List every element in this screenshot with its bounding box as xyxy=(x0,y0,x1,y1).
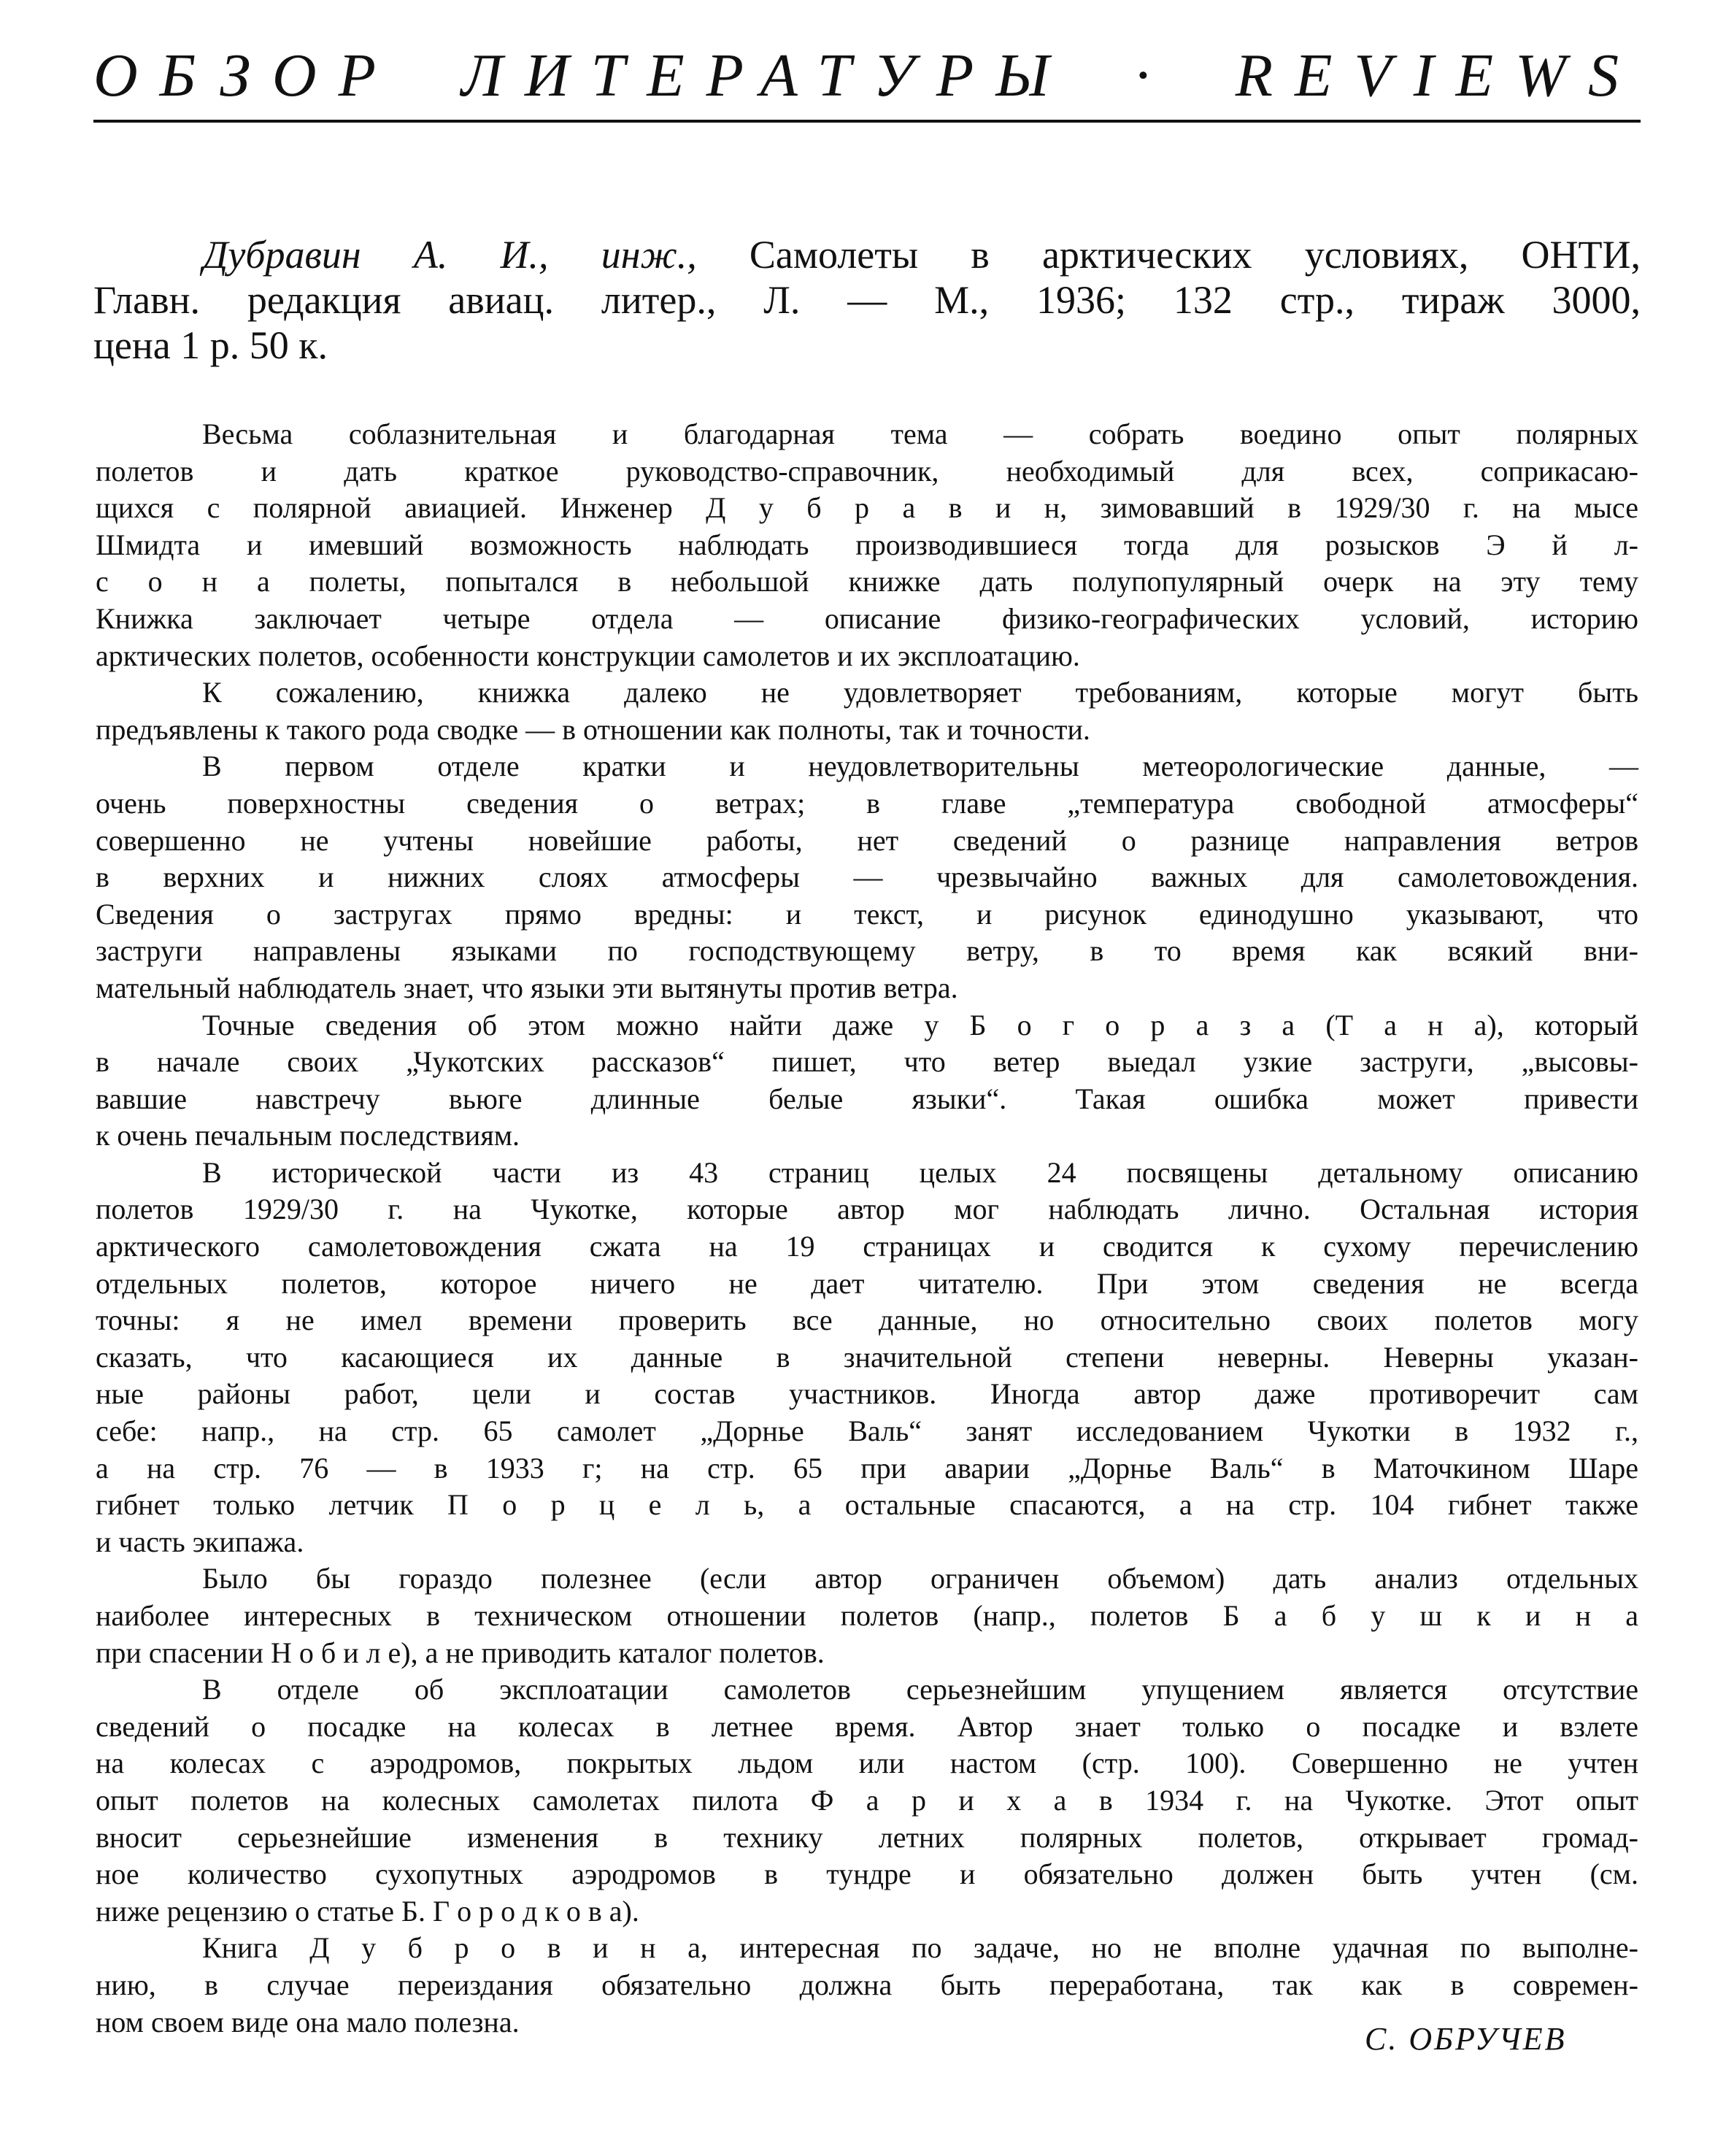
text-line: очень поверхностны сведения о ветрах; в главе „температура свободной атмосферы“ xyxy=(96,786,1638,820)
text-line: арктического самолетовождения сжата на 19 страницах и сводится к сухому перечислению xyxy=(96,1230,1638,1263)
text-line: опыт полетов на колесных самолетах пилота Ф а р и х а в 1934 г. на Чукотке. Этот опыт xyxy=(96,1783,1638,1817)
citation-line: Главн. редакция авиац. литер., Л. — М., 1936; 132 стр., тираж 3000, xyxy=(93,278,1641,322)
text-line: полетов 1929/30 г. на Чукотке, которые автор мог наблюдать лично. Остальная история xyxy=(96,1193,1638,1226)
text-line: в начале своих „Чукотских рассказов“ пишет, что ветер выедал узкие заструги, „высовы- xyxy=(96,1045,1638,1079)
paragraph xyxy=(96,748,1638,1006)
paragraph xyxy=(96,416,1638,674)
text-line: Было бы гораздо полезнее (если автор ограничен объемом) дать анализ отдельных xyxy=(202,1562,1638,1595)
text-line: Точные сведения об этом можно найти даже у Б о г о р а з а (Т а н а), который xyxy=(202,1008,1638,1042)
text-line: щихся с полярной авиацией. Инженер Д у б р а в и н, зимовавший в 1929/30 г. на мысе xyxy=(96,491,1638,525)
text-line: совершенно не учтены новейшие работы, нет сведений о разнице направления ветров xyxy=(96,823,1638,857)
text-line: предъявлены к такого рода сводке — в отношении как полноты, так и точности. xyxy=(96,712,1090,746)
text-line: В отделе об эксплоатации самолетов серьезнейшим упущением является отсутствие xyxy=(202,1673,1638,1706)
paragraph xyxy=(96,1560,1638,1671)
text-line: ниже рецензию о статье Б. Г о р о д к о в а). xyxy=(96,1894,639,1928)
paragraph xyxy=(96,674,1638,748)
author-signature: С. ОБРУЧЕВ xyxy=(1365,2021,1567,2057)
text-line: Весьма соблазнительная и благодарная тема — собрать воедино опыт полярных xyxy=(202,417,1638,450)
text-line: Сведения о застругах прямо вредны: и текст, и рисунок единодушно указывают, что xyxy=(96,897,1638,931)
text-line: а на стр. 76 — в 1933 г; на стр. 65 при аварии „Дорнье Валь“ в Маточкином Шаре xyxy=(96,1451,1638,1485)
header-divider xyxy=(93,120,1641,123)
text-line: нию, в случае переиздания обязательно должна быть переработана, так как в современ- xyxy=(96,1968,1638,2001)
text-line: ные районы работ, цели и состав участников. Иногда автор даже противоречит сам xyxy=(96,1377,1638,1411)
book-citation xyxy=(93,232,1641,368)
text-line: В исторической части из 43 страниц целых 24 посвящены детальному описанию xyxy=(202,1155,1638,1189)
text-line: ное количество сухопутных аэродромов в тундре и обязательно должен быть учтен (см. xyxy=(96,1857,1638,1891)
text-line: с о н а полеты, попытался в небольшой книжке дать полупопулярный очерк на эту тему xyxy=(96,565,1638,598)
text-line: в верхних и нижних слоях атмосферы — чрезвычайно важных для самолетовождения. xyxy=(96,861,1638,894)
section-title: ОБЗОР ЛИТЕРАТУРЫ · REVIEWS xyxy=(93,42,1641,109)
text-line: точны: я не имел времени проверить все данные, но относительно своих полетов могу xyxy=(96,1304,1638,1337)
text-line: заструги направлены языками по господствующему ветру, в то время как всякий вни- xyxy=(96,934,1638,968)
text-line: К сожалению, книжка далеко не удовлетворяет требованиям, которые могут быть xyxy=(202,676,1638,709)
text-line: гибнет только летчик П о р ц е л ь, а остальные спасаются, а на стр. 104 гибнет также xyxy=(96,1488,1638,1522)
review-body xyxy=(96,416,1638,2041)
paragraph xyxy=(96,1007,1638,1155)
text-line: мательный наблюдатель знает, что языки эти вытянуты против ветра. xyxy=(96,971,958,1004)
text-line: при спасении Н о б и л е), а не приводить каталог полетов. xyxy=(96,1636,825,1669)
citation-line xyxy=(93,232,1641,277)
text-line: Книга Д у б р о в и н а, интересная по задаче, но не вполне удачная по выполне- xyxy=(202,1931,1638,1965)
text-line: вносит серьезнейшие изменения в технику летних полярных полетов, открывает громад- xyxy=(96,1820,1638,1854)
text-line: Шмидта и имевший возможность наблюдать производившиеся тогда для розысков Э й л- xyxy=(96,528,1638,561)
text-line: и часть экипажа. xyxy=(96,1525,304,1558)
citation-author: Дубравин А. И., инж., xyxy=(203,233,697,277)
text-line: Книжка заключает четыре отдела — описание физико-географических условий, историю xyxy=(96,601,1638,635)
text-line: на колесах с аэродромов, покрытых льдом или настом (стр. 100). Совершенно не учтен xyxy=(96,1747,1638,1780)
text-line: к очень печальным последствиям. xyxy=(96,1119,520,1152)
text-line: сведений о посадке на колесах в летнее время. Автор знает только о посадке и взлете xyxy=(96,1709,1638,1743)
citation-line: цена 1 р. 50 к. xyxy=(93,323,328,367)
text-line: арктических полетов, особенности конструкции самолетов и их эксплоатацию. xyxy=(96,639,1080,672)
paragraph xyxy=(96,1155,1638,1561)
text-line: сказать, что касающиеся их данные в значительной степени неверны. Неверны указан- xyxy=(96,1340,1638,1374)
text-line: ном своем виде она мало полезна. xyxy=(96,2005,520,2038)
text-line: полетов и дать краткое руководство-справочник, необходимый для всех, соприкасаю- xyxy=(96,454,1638,488)
citation-title: Самолеты в арктических условиях, ОНТИ, xyxy=(696,233,1641,277)
text-line: наиболее интересных в техническом отношении полетов (напр., полетов Б а б у ш к и н а xyxy=(96,1599,1638,1632)
paragraph xyxy=(96,1671,1638,1930)
text-line: отдельных полетов, которое ничего не дает читателю. При этом сведения не всегда xyxy=(96,1266,1638,1300)
text-line: В первом отделе кратки и неудовлетворительны метеорологические данные, — xyxy=(202,750,1638,783)
text-line: себе: напр., на стр. 65 самолет „Дорнье Валь“ занят исследованием Чукотки в 1932 г., xyxy=(96,1414,1638,1448)
text-line: вавшие навстречу вьюге длинные белые языки“. Такая ошибка может привести xyxy=(96,1082,1638,1115)
